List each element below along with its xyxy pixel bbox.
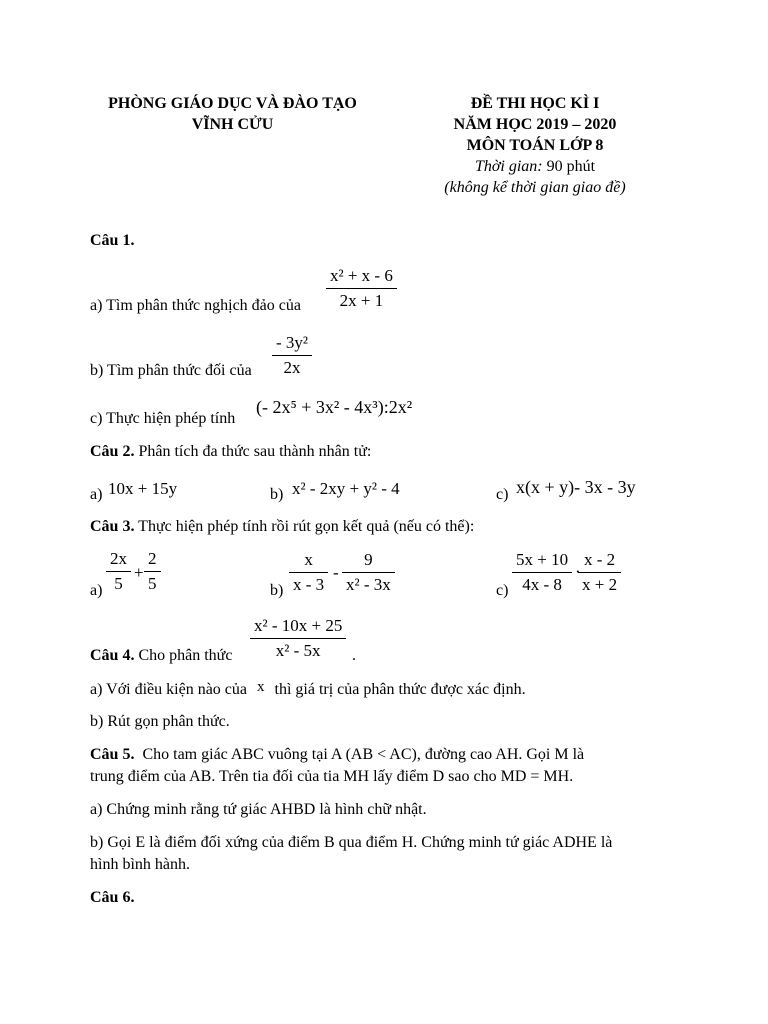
q1c-text: c) Thực hiện phép tính [90, 410, 236, 427]
q3c-operator: · [575, 562, 581, 581]
denominator: 4x - 8 [522, 575, 562, 594]
q3c-fraction-1 [512, 550, 572, 595]
q3a-fraction-2 [144, 549, 161, 594]
q5a-text: a) Chứng minh rằng tứ giác AHBD là hình chữ nhật. [90, 801, 427, 818]
q4a-text-2: thì giá trị của phân thức được xác định. [274, 681, 526, 698]
denominator: x² - 3x [346, 575, 391, 594]
q4-text: Cho phân thức [134, 647, 233, 664]
q2-title: Câu 2. [90, 443, 135, 460]
fraction-bar [578, 572, 621, 573]
numerator: 9 [364, 550, 373, 569]
department-name: PHÒNG GIÁO DỤC VÀ ĐÀO TẠO [108, 95, 357, 112]
q3b-operator: - [333, 563, 339, 582]
q4a-line [90, 681, 526, 699]
q1b-text: b) Tìm phân thức đối của [90, 362, 252, 379]
q5-line-1 [90, 746, 584, 764]
denominator: 5 [148, 574, 157, 593]
time-value: 90 phút [542, 158, 596, 175]
fraction-bar [326, 288, 397, 289]
time-label: Thời gian: [474, 158, 543, 175]
fraction-bar [512, 572, 572, 573]
fraction-bar [272, 355, 312, 356]
q3a-operator: + [134, 563, 144, 582]
q3b-fraction-2 [342, 550, 395, 595]
numerator: 5x + 10 [516, 550, 569, 569]
q3b-fraction-1 [289, 550, 328, 595]
school-year: NĂM HỌC 2019 – 2020 [453, 116, 617, 133]
q3-text: Thực hiện phép tính rồi rút gọn kết quả (nếu có thể): [134, 518, 475, 535]
q4-dot: . [352, 647, 356, 664]
q3-title: Câu 3. [90, 518, 135, 535]
numerator: x [304, 550, 313, 569]
q1a-fraction [326, 266, 397, 311]
q5-title: Câu 5. [90, 746, 135, 763]
q2a-expression: 10x + 15y [108, 479, 178, 498]
q2a-label: a) [90, 486, 103, 503]
q4b-text: b) Rút gọn phân thức. [90, 713, 230, 730]
q4-title: Câu 4. [90, 647, 135, 664]
time-line [390, 158, 680, 176]
q2-line [90, 443, 371, 461]
denominator: x - 3 [293, 575, 325, 594]
q5-text-1: Cho tam giác ABC vuông tại A (AB < AC), đường cao AH. Gọi M là [134, 746, 585, 763]
q2-text: Phân tích đa thức sau thành nhân tử: [134, 443, 372, 460]
q1b-numerator: - 3y² [276, 333, 309, 352]
q4-line [90, 647, 232, 665]
district-name: VĨNH CỬU [191, 116, 274, 133]
subject: MÔN TOÁN LỚP 8 [466, 137, 604, 154]
fraction-bar [144, 571, 161, 572]
q2c-label: c) [496, 486, 509, 503]
q1b-fraction [272, 333, 312, 378]
q4-denominator: x² - 5x [275, 641, 321, 660]
q1-title: Câu 1. [90, 232, 135, 249]
q3c-fraction-2 [578, 550, 621, 595]
exam-title: ĐỀ THI HỌC KÌ I [470, 95, 600, 112]
q4-fraction [250, 616, 346, 661]
numerator: x - 2 [583, 550, 616, 569]
q4a-text-1: a) Với điều kiện nào của [90, 681, 247, 698]
q6-title: Câu 6. [90, 889, 135, 906]
q2c-expression: x(x + y)- 3x - 3y [516, 477, 636, 497]
q4-numerator: x² - 10x + 25 [254, 616, 343, 635]
fraction-bar [250, 638, 346, 639]
q5-text-2: trung điểm của AB. Trên tia đối của tia MH lấy điểm D sao cho MD = MH. [90, 768, 574, 785]
q3c-label: c) [496, 582, 509, 599]
fraction-bar [289, 572, 328, 573]
q2b-label: b) [270, 486, 284, 503]
fraction-bar [342, 572, 395, 573]
q5b-text-1: b) Gọi E là điểm đối xứng của điểm B qua điểm H. Chứng minh tứ giác ADHE là [90, 834, 613, 851]
q2b-expression: x² - 2xy + y² - 4 [292, 479, 400, 498]
q1a-text: a) Tìm phân thức nghịch đảo của [90, 297, 301, 314]
fraction-bar [106, 571, 131, 572]
q3a-fraction-1 [106, 549, 131, 594]
q1c-expression: (- 2x⁵ + 3x² - 4x³):2x² [256, 397, 413, 417]
q1b-denominator: 2x [283, 358, 301, 377]
denominator: 5 [114, 574, 123, 593]
q1a-numerator: x² + x - 6 [330, 266, 393, 285]
q5b-text-2: hình bình hành. [90, 856, 190, 873]
q3a-label: a) [90, 582, 103, 599]
q3b-label: b) [270, 582, 284, 599]
q4a-variable: x [257, 679, 265, 695]
numerator: 2x [110, 549, 127, 568]
numerator: 2 [148, 549, 157, 568]
q1a-denominator: 2x + 1 [339, 291, 384, 310]
denominator: x + 2 [582, 575, 618, 594]
q3-line [90, 518, 474, 536]
time-note: (không kể thời gian giao đề) [444, 179, 626, 196]
